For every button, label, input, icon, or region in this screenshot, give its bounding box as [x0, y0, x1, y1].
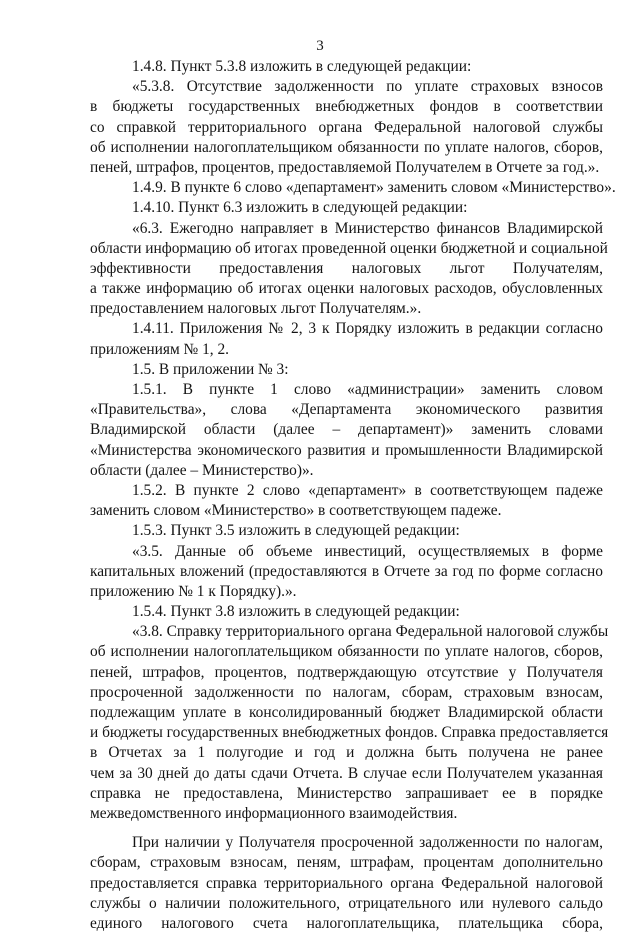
text-line: «6.3. Ежегодно направляет в Министерство финансов Владимирской — [132, 219, 603, 237]
text-line: 1.5.2. В пункте 2 слово «департамент» в соответствующем падеже — [132, 481, 603, 499]
text-line: а также информацию об итогах оценки налоговых расходов, обусловленных — [90, 280, 603, 298]
text-line: 1.4.10. Пункт 6.3 изложить в следующей редакции: — [132, 199, 468, 217]
document-body — [90, 57, 616, 934]
text-line: 1.5.1. В пункте 1 слово «администрации» заменить словом — [132, 381, 603, 398]
text-line: 1.4.8. Пункт 5.3.8 изложить в следующей редакции: — [132, 58, 472, 75]
text-line: пеней, штрафов, процентов, подтверждающую отсутствие у Получателя — [90, 663, 603, 681]
text-line: При наличии у Получателя просроченной задолженности по налогам, — [132, 834, 603, 852]
text-line: 1.5. В приложении № 3: — [132, 360, 289, 378]
text-line: «Правительства», слова «Департамента экономического развития — [90, 401, 603, 419]
text-line: и бюджеты государственных внебюджетных фондов. Справка предоставляется — [90, 724, 609, 742]
text-line: предоставляется справка территориального органа Федеральной налоговой — [90, 874, 603, 892]
text-line: 1.4.9. В пункте 6 слово «департамент» заменить словом «Министерство». — [132, 179, 616, 197]
text-line: об исполнении налогоплательщиком обязанности по уплате налогов, сборов, — [90, 138, 603, 156]
text-line: просроченной задолженности по налогам, сборам, страховым взносам, — [90, 683, 603, 701]
text-line: подлежащим уплате в консолидированный бюджет Владимирской области — [90, 704, 603, 721]
text-line: 1.5.4. Пункт 3.8 изложить в следующей редакции: — [132, 603, 460, 621]
text-line: сборам, страховым взносам, пеням, штрафам, процентам дополнительно — [90, 854, 603, 872]
text-line: со справкой территориального органа Федеральной налоговой службы — [90, 118, 603, 136]
text-line: пеней, штрафов, процентов, предоставляемой Получателем в Отчете за год.». — [90, 158, 600, 176]
text-line: чем за 30 дней до даты сдачи Отчета. В случае если Получателем указанная — [90, 764, 603, 782]
text-line: эффективности предоставления налоговых льгот Получателям, — [90, 259, 603, 277]
text-line: 1.5.3. Пункт 3.5 изложить в следующей редакции: — [132, 522, 460, 540]
text-line: «3.8. Справку территориального органа Федеральной налоговой службы — [132, 623, 609, 641]
text-line: службы о наличии положительного, отрицательного или нулевого сальдо — [90, 894, 603, 912]
text-line: в бюджеты государственных внебюджетных фондов в соответствии — [90, 98, 603, 116]
text-line: об исполнении налогоплательщиком обязанности по уплате налогов, сборов, — [90, 643, 603, 661]
text-line: капитальных вложений (предоставляются в Отчете за год по форме согласно — [90, 562, 603, 580]
text-line: приложению № 1 к Порядку).». — [90, 582, 297, 600]
text-line: предоставлением налоговых льгот Получателям.». — [90, 300, 422, 318]
text-line: «Министерства экономического развития и промышленности Владимирской — [90, 441, 603, 459]
text-line: приложениям № 1, 2. — [90, 340, 230, 358]
page-number: 3 — [316, 38, 324, 54]
text-line: Владимирской области (далее – департамент)» заменить словами — [90, 421, 603, 439]
text-line: «5.3.8. Отсутствие задолженности по уплате страховых взносов — [132, 78, 603, 96]
text-line: справка не предоставлена, Министерство запрашивает ее в порядке — [90, 784, 603, 802]
text-line: в Отчетах за 1 полугодие и год и должна быть получена не ранее — [90, 744, 603, 762]
text-line: области информацию об итогах проведенной оценки бюджетной и социальной — [90, 239, 608, 257]
text-line: межведомственного информационного взаимодействия. — [90, 804, 458, 822]
text-line: области (далее – Министерство)». — [90, 461, 314, 479]
text-line: 1.4.11. Приложения № 2, 3 к Порядку изложить в редакции согласно — [132, 320, 603, 338]
text-line: «3.5. Данные об объеме инвестиций, осуществляемых в форме — [132, 542, 603, 560]
text-line: единого налогового счета налогоплательщика, плательщика сбора, — [90, 914, 603, 932]
text-line: заменить словом «Министерство» в соответствующем падеже. — [90, 502, 502, 520]
